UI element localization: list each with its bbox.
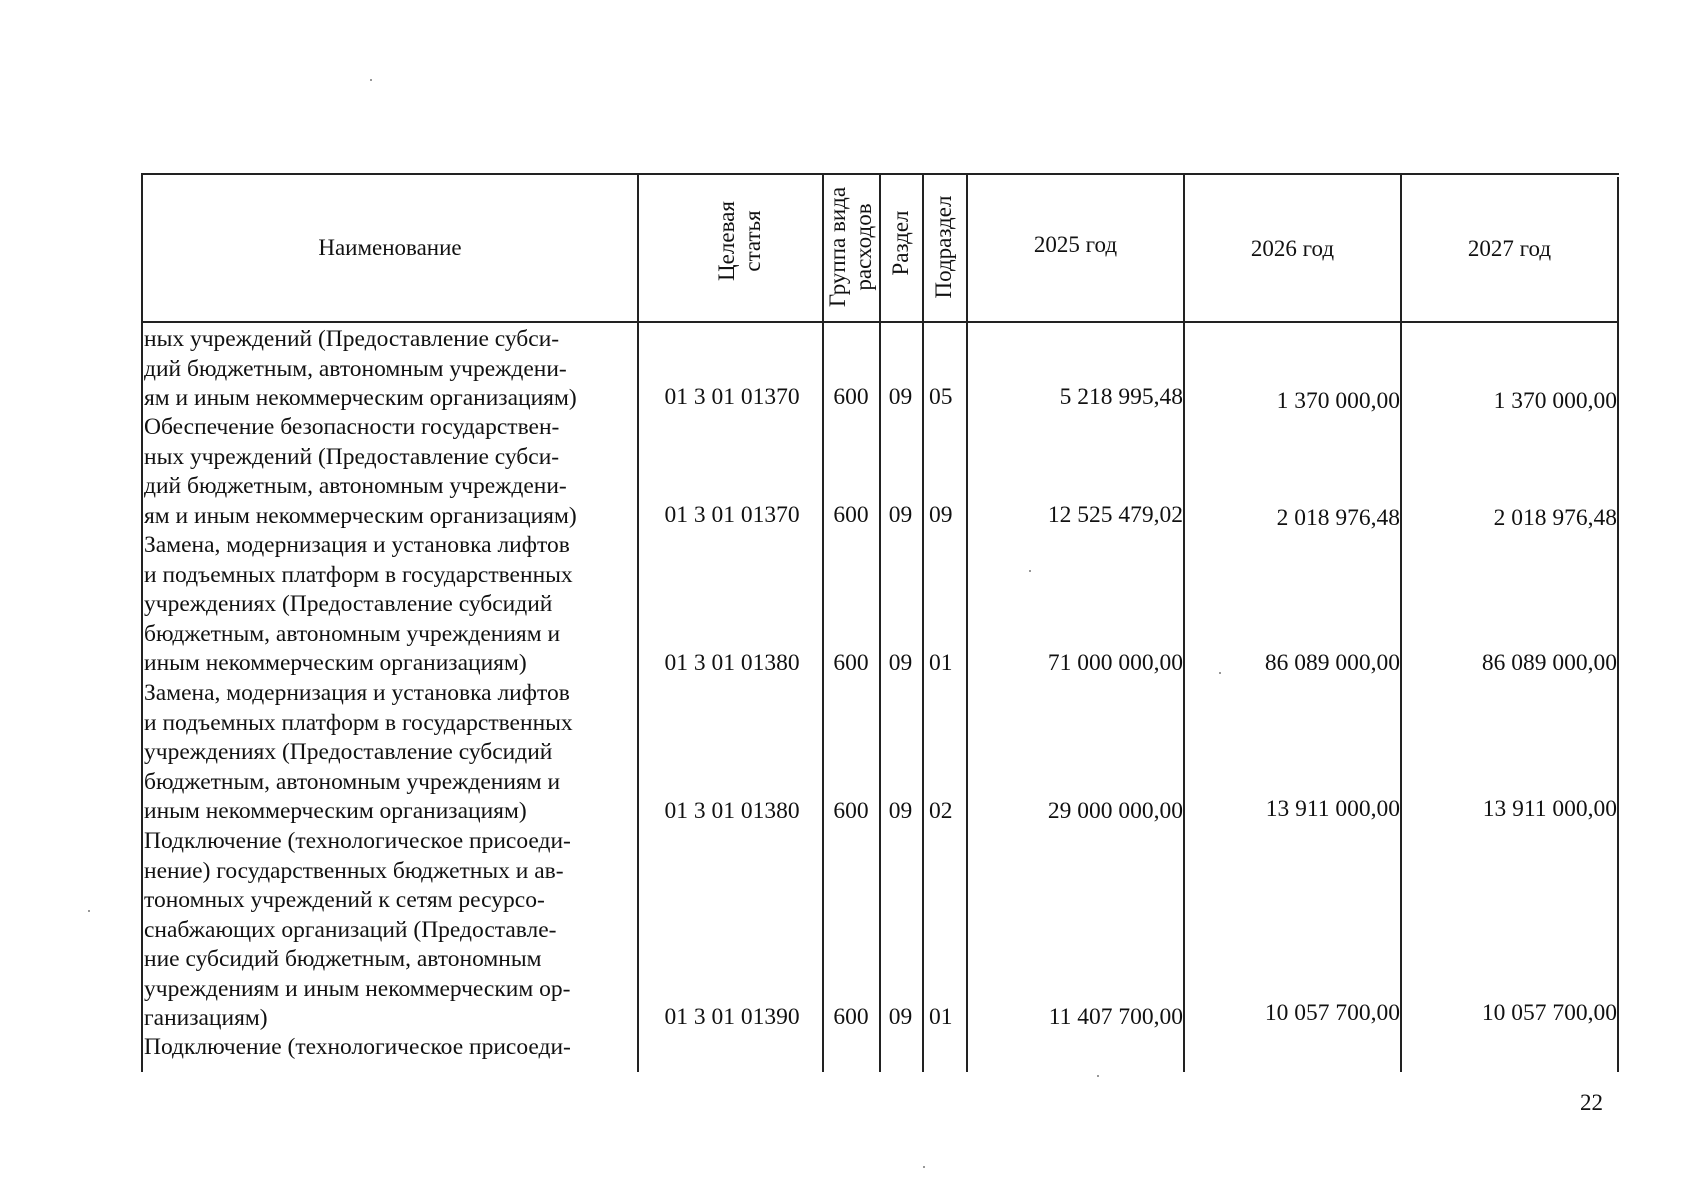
row-4-amount-2025: 29 000 000,00 bbox=[1047, 798, 1183, 824]
row-3-subsection: 01 bbox=[929, 650, 953, 676]
header-name: Наименование bbox=[318, 235, 462, 261]
row-1-expense-group: 600 bbox=[833, 384, 869, 410]
row-3-name: Замена, модернизация и установка лифтов и подъемных платформ в государственных учреждениях (Предоставление субсидий бюджетным, автономным учреждениям и иным некоммерческим организациям) bbox=[144, 532, 573, 676]
row-5-amount-2026: 10 057 700,00 bbox=[1264, 1000, 1400, 1026]
row-5-amount-2025: 11 407 700,00 bbox=[1048, 1004, 1183, 1030]
scan-speck bbox=[1029, 570, 1031, 572]
row-3-expense-group: 600 bbox=[833, 650, 869, 676]
row-5-target-article: 01 3 01 01390 bbox=[664, 1004, 800, 1030]
row-1-subsection: 05 bbox=[929, 384, 953, 410]
col-divider-section bbox=[879, 173, 881, 1072]
row-1-amount-2025: 5 218 995,48 bbox=[1059, 384, 1183, 410]
col-divider-group bbox=[822, 173, 824, 1072]
scan-speck bbox=[1097, 1075, 1099, 1077]
col-divider-code bbox=[637, 173, 639, 1072]
row-3-amount-2027: 86 089 000,00 bbox=[1481, 650, 1617, 676]
row-1-section: 09 bbox=[888, 384, 913, 410]
table-border-right bbox=[1617, 177, 1619, 1072]
row-3-amount-2025: 71 000 000,00 bbox=[1047, 650, 1183, 676]
row-4-subsection: 02 bbox=[929, 798, 953, 824]
row-4-name: Замена, модернизация и установка лифтов и подъемных платформ в государственных учреждениях (Предоставление субсидий бюджетным, автономным учреждениям и иным некоммерческим организациям) bbox=[144, 680, 573, 824]
row-2-amount-2026: 2 018 976,48 bbox=[1276, 505, 1400, 531]
row-2-amount-2027: 2 018 976,48 bbox=[1493, 505, 1617, 531]
row-3-target-article: 01 3 01 01380 bbox=[664, 650, 800, 676]
scan-speck bbox=[370, 79, 372, 81]
budget-table bbox=[141, 173, 1619, 1072]
row-2-section: 09 bbox=[888, 502, 913, 528]
scan-speck bbox=[88, 910, 90, 912]
row-5-expense-group: 600 bbox=[833, 1004, 869, 1030]
row-5-subsection: 01 bbox=[929, 1004, 953, 1030]
row-2-expense-group: 600 bbox=[833, 502, 869, 528]
row-4-amount-2027: 13 911 000,00 bbox=[1482, 796, 1617, 822]
header-bottom-border bbox=[141, 321, 1619, 323]
row-4-expense-group: 600 bbox=[833, 798, 869, 824]
row-1-amount-2027: 1 370 000,00 bbox=[1493, 388, 1617, 414]
row-2-name: Обеспечение безопасности государствен- ных учреждений (Предоставление субси- дий бюджетным, автономным учреждени- ям и иным некоммерческим организациям) bbox=[144, 414, 577, 529]
row-1-amount-2026: 1 370 000,00 bbox=[1276, 388, 1400, 414]
scan-speck bbox=[923, 1166, 925, 1168]
row-2-subsection: 09 bbox=[929, 502, 953, 528]
header-section: Раздел bbox=[888, 210, 913, 276]
row-1-name: ных учреждений (Предоставление субси- дий бюджетным, автономным учреждени- ям и иным некоммерческим организациям) bbox=[144, 326, 577, 411]
row-4-amount-2026: 13 911 000,00 bbox=[1265, 796, 1400, 822]
col-divider-subsection bbox=[922, 173, 924, 1072]
scan-speck bbox=[1219, 672, 1221, 674]
row-5-section: 09 bbox=[888, 1004, 913, 1030]
header-subsection: Подраздел bbox=[931, 195, 956, 299]
row-2-amount-2025: 12 525 479,02 bbox=[1047, 502, 1183, 528]
row-3-section: 09 bbox=[888, 650, 913, 676]
header-expense-group: Группа вида расходов bbox=[825, 186, 876, 308]
row-6-name: Подключение (технологическое присоеди- bbox=[144, 1034, 571, 1060]
row-5-amount-2027: 10 057 700,00 bbox=[1481, 1000, 1617, 1026]
header-2027: 2027 год bbox=[1467, 236, 1552, 262]
row-1-target-article: 01 3 01 01370 bbox=[664, 384, 800, 410]
header-2026: 2026 год bbox=[1250, 236, 1335, 262]
row-4-section: 09 bbox=[888, 798, 913, 824]
row-3-amount-2026: 86 089 000,00 bbox=[1264, 650, 1400, 676]
row-2-target-article: 01 3 01 01370 bbox=[664, 502, 800, 528]
row-4-target-article: 01 3 01 01380 bbox=[664, 798, 800, 824]
header-target-article: Целевая статья bbox=[714, 201, 765, 281]
row-5-name: Подключение (технологическое присоеди- нение) государственных бюджетных и ав- тономных учреждений к сетям ресурсо- снабжающих организаций (Предоставле- ние субсидий бюджетным, автономным учреждениям и иным некоммерческим ор- ганизациям) bbox=[144, 828, 571, 1031]
header-2025: 2025 год bbox=[1033, 232, 1118, 258]
page-number: 22 bbox=[1580, 1090, 1603, 1115]
